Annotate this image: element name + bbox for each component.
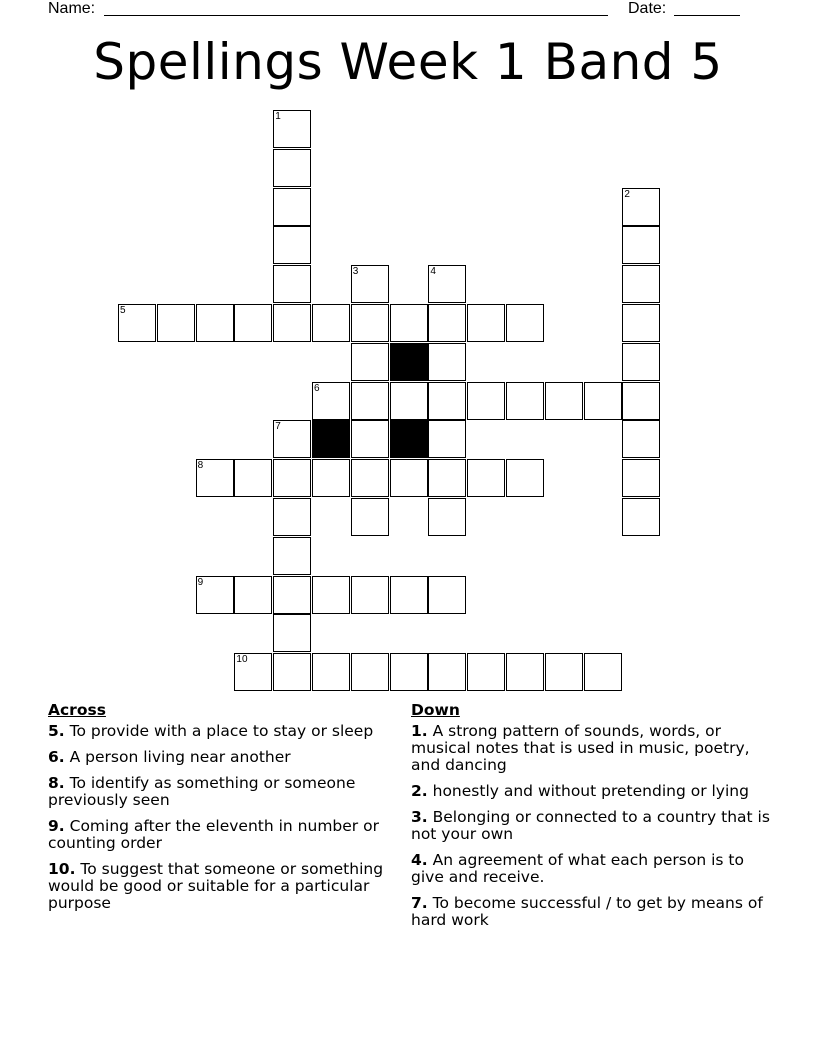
clue-across-10: 10. To suggest that someone or something would be good or suitable for a particular purpose xyxy=(48,860,384,912)
crossword-cell[interactable] xyxy=(622,420,660,458)
clue-number: 1 xyxy=(275,111,281,122)
clue-down-7: 7. To become successful / to get by means of hard work xyxy=(411,894,763,929)
crossword-cell[interactable] xyxy=(273,420,311,458)
crossword-cell[interactable] xyxy=(506,382,544,420)
black-cell xyxy=(390,343,428,381)
crossword-cell[interactable] xyxy=(351,498,389,536)
page-title: Spellings Week 1 Band 5 xyxy=(93,33,723,91)
crossword-cell[interactable] xyxy=(390,459,428,497)
down-heading: Down xyxy=(411,701,460,719)
clue-down-4: 4. An agreement of what each person is to give and receive. xyxy=(411,851,744,886)
clue-across-6: 6. A person living near another xyxy=(48,748,291,766)
crossword-cell[interactable] xyxy=(428,382,466,420)
crossword-cell[interactable] xyxy=(196,459,234,497)
crossword-cell[interactable] xyxy=(467,459,505,497)
black-cell xyxy=(312,420,350,458)
crossword-cell[interactable] xyxy=(312,382,350,420)
crossword-cell[interactable] xyxy=(273,226,311,264)
clue-down-2: 2. honestly and without pretending or lying xyxy=(411,782,749,800)
crossword-cell[interactable] xyxy=(622,459,660,497)
crossword-cell[interactable] xyxy=(622,265,660,303)
crossword-cell[interactable] xyxy=(273,459,311,497)
crossword-cell[interactable] xyxy=(622,382,660,420)
crossword-cell[interactable] xyxy=(622,304,660,342)
crossword-cell[interactable] xyxy=(428,459,466,497)
crossword-cell[interactable] xyxy=(273,576,311,614)
crossword-cell[interactable] xyxy=(351,382,389,420)
crossword-cell[interactable] xyxy=(622,226,660,264)
crossword-cell[interactable] xyxy=(428,653,466,691)
crossword-cell[interactable] xyxy=(351,459,389,497)
crossword-cell[interactable] xyxy=(351,653,389,691)
crossword-cell[interactable] xyxy=(506,459,544,497)
clue-down-3: 3. Belonging or connected to a country that is not your own xyxy=(411,808,770,843)
name-label: Name: xyxy=(48,0,96,17)
crossword-cell[interactable] xyxy=(273,110,311,148)
clue-number: 5 xyxy=(120,305,126,316)
crossword-cell[interactable] xyxy=(506,304,544,342)
crossword-cell[interactable] xyxy=(273,149,311,187)
clue-number: 6 xyxy=(314,382,320,394)
clue-number: 9 xyxy=(197,576,204,588)
crossword-cell[interactable] xyxy=(390,382,428,420)
crossword-cell[interactable] xyxy=(351,343,389,381)
crossword-cell[interactable] xyxy=(312,653,350,691)
clue-number: 7 xyxy=(275,421,281,433)
crossword-cell[interactable] xyxy=(273,498,311,536)
black-cell xyxy=(390,420,428,458)
crossword-cell[interactable] xyxy=(234,304,272,342)
across-clues xyxy=(48,702,393,921)
crossword-cell[interactable] xyxy=(273,304,311,342)
crossword-cell[interactable] xyxy=(467,382,505,420)
crossword-cell[interactable] xyxy=(390,576,428,614)
clue-number: 4 xyxy=(430,266,436,278)
clue-across-9: 9. Coming after the eleventh in number or counting order xyxy=(48,817,379,852)
crossword-cell[interactable] xyxy=(506,653,544,691)
crossword-cell[interactable] xyxy=(118,304,156,342)
crossword-cell[interactable] xyxy=(467,304,505,342)
crossword-cell[interactable] xyxy=(584,382,622,420)
crossword-cell[interactable] xyxy=(428,498,466,536)
crossword-cell[interactable] xyxy=(351,420,389,458)
clue-number: 10 xyxy=(236,654,248,666)
crossword-cell[interactable] xyxy=(273,188,311,226)
crossword-cell[interactable] xyxy=(351,576,389,614)
crossword-cell[interactable] xyxy=(622,188,660,226)
crossword-cell[interactable] xyxy=(622,498,660,536)
clue-number: 8 xyxy=(197,460,204,472)
down-clues xyxy=(411,702,776,938)
crossword-cell[interactable] xyxy=(584,653,622,691)
clue-down-1: 1. A strong pattern of sounds, words, or musical notes that is used in music, poetry, and dancing xyxy=(411,722,750,774)
crossword-cell[interactable] xyxy=(428,420,466,458)
clue-number: 2 xyxy=(624,188,630,200)
crossword-cell[interactable] xyxy=(428,343,466,381)
crossword-cell[interactable] xyxy=(545,653,583,691)
crossword-cell[interactable] xyxy=(273,537,311,575)
crossword-cell[interactable] xyxy=(196,304,234,342)
crossword-cell[interactable] xyxy=(545,382,583,420)
crossword-cell[interactable] xyxy=(467,653,505,691)
crossword-cell[interactable] xyxy=(234,653,272,691)
crossword-cell[interactable] xyxy=(312,304,350,342)
crossword-cell[interactable] xyxy=(351,265,389,303)
crossword-cell[interactable] xyxy=(428,265,466,303)
crossword-cell[interactable] xyxy=(196,576,234,614)
date-label: Date: xyxy=(628,0,667,17)
crossword-cell[interactable] xyxy=(273,614,311,652)
crossword-cell[interactable] xyxy=(390,653,428,691)
crossword-cell[interactable] xyxy=(351,304,389,342)
crossword-cell[interactable] xyxy=(273,265,311,303)
crossword-cell[interactable] xyxy=(428,304,466,342)
crossword-cell[interactable] xyxy=(312,459,350,497)
crossword-cell[interactable] xyxy=(273,653,311,691)
crossword-cell[interactable] xyxy=(622,343,660,381)
clue-across-5: 5. To provide with a place to stay or sleep xyxy=(48,722,374,740)
crossword-cell[interactable] xyxy=(234,459,272,497)
across-heading: Across xyxy=(48,701,106,719)
crossword-cell[interactable] xyxy=(428,576,466,614)
crossword-cell[interactable] xyxy=(312,576,350,614)
crossword-cell[interactable] xyxy=(157,304,195,342)
crossword-cell[interactable] xyxy=(390,304,428,342)
crossword-cell[interactable] xyxy=(234,576,272,614)
clue-number: 3 xyxy=(352,266,359,278)
clue-across-8: 8. To identify as something or someone previously seen xyxy=(48,774,356,809)
